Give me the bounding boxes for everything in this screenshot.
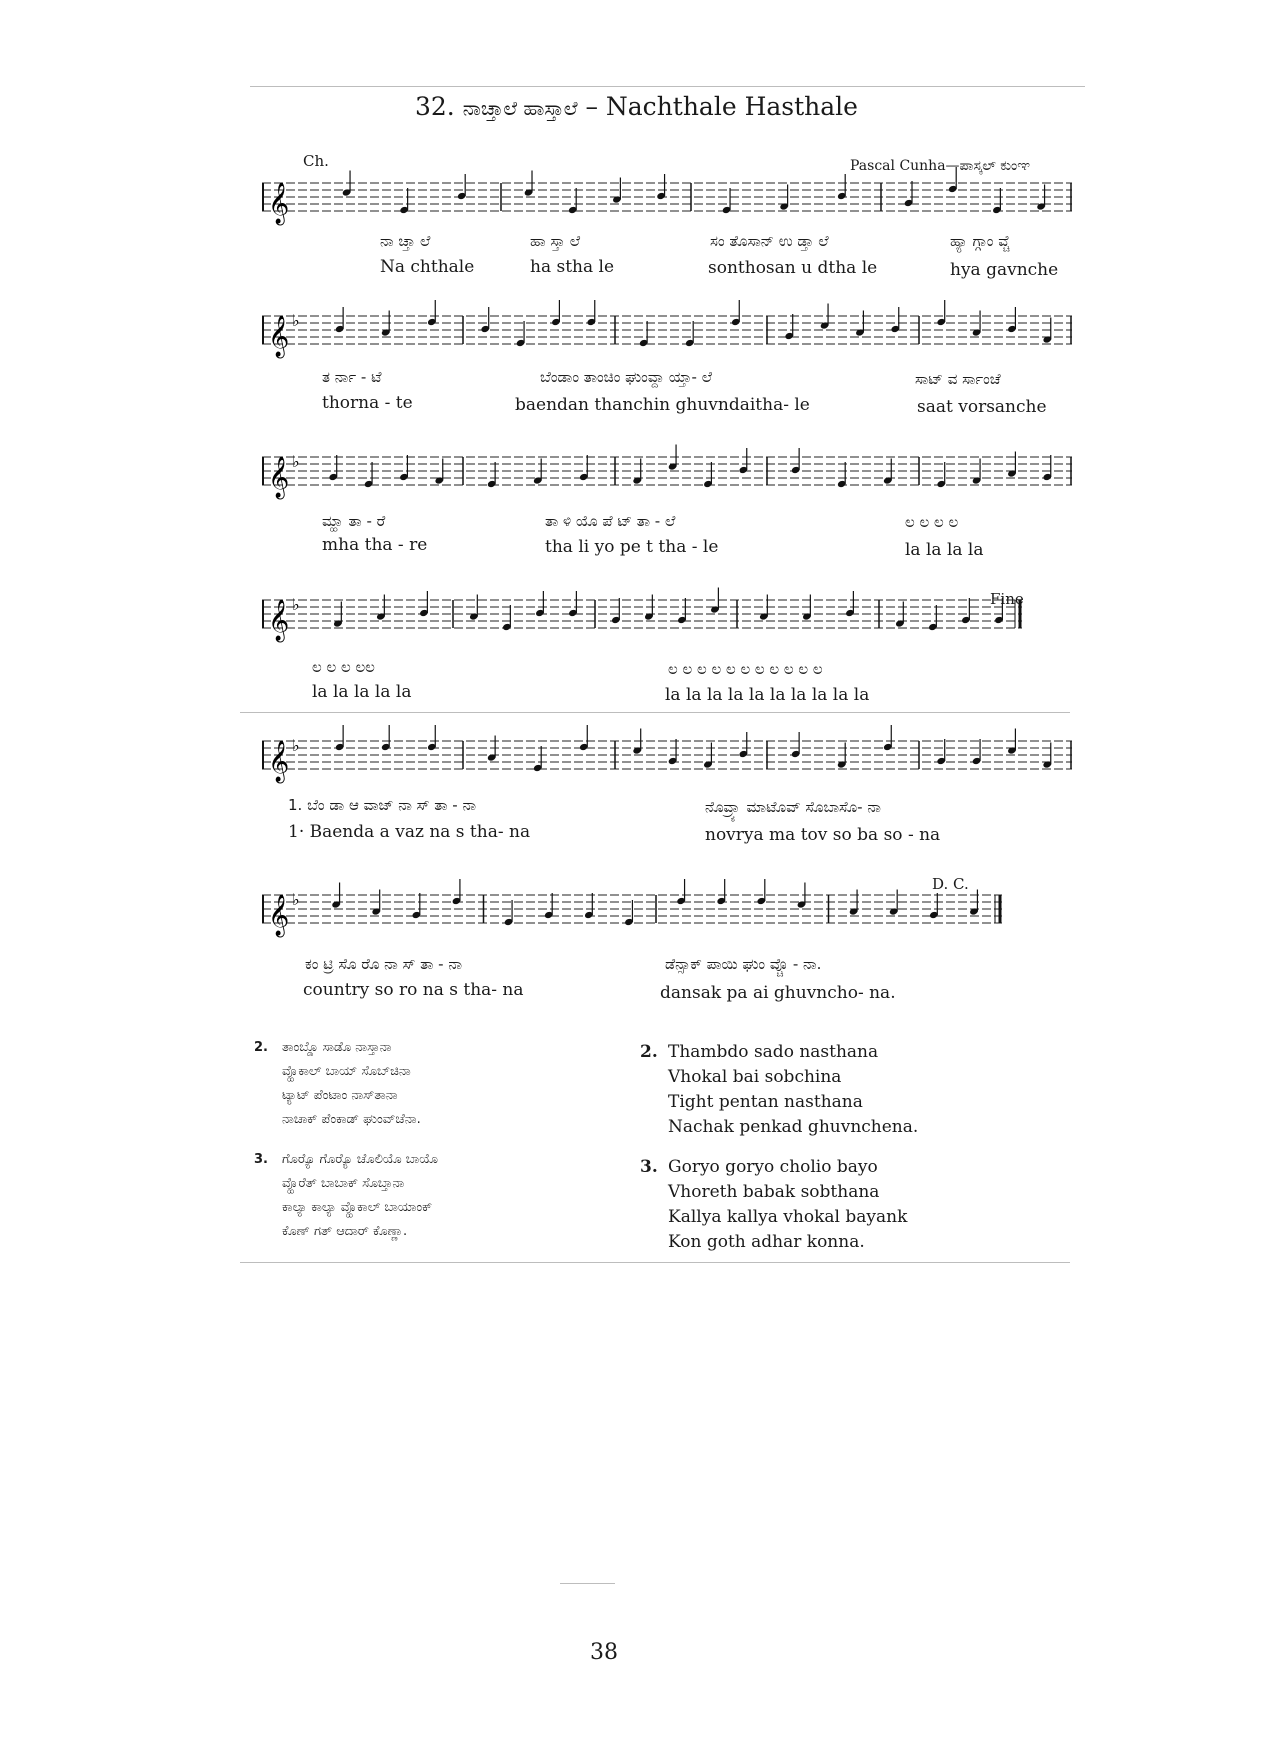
flat-icon: ♭	[292, 890, 300, 909]
song-title	[415, 92, 858, 121]
dc-mark: D. C.	[932, 875, 969, 893]
lyric-latin: Na chthale	[380, 257, 475, 277]
music-staff-1	[262, 173, 1072, 233]
verse-number: 2.	[254, 1040, 268, 1055]
verse-line: ಕಾಲ್ಯಾ ಕಾಲ್ಯಾ ವ್ಹೊಕಾಲ್ ಬಾಯಾಂಕ್	[282, 1200, 433, 1215]
treble-clef-icon: 𝄞	[268, 183, 290, 224]
verse-line: ಕೊಣ್ ಗತ್ ಆದಾರ್ ಕೊಣ್ಣಾ.	[282, 1224, 408, 1239]
lyric-latin: tha li yo pe t tha - le	[545, 537, 719, 557]
flat-icon: ♭	[292, 452, 300, 471]
flat-icon: ♭	[292, 595, 300, 614]
verse-number: 2.	[640, 1042, 658, 1062]
verse-3-latin	[640, 1155, 907, 1255]
verse-line: Tight pentan nasthana	[668, 1092, 863, 1112]
verse-line: ತಾಂಬ್ಡೊ ಸಾಡೊ ನಾಸ್ತಾನಾ	[282, 1040, 392, 1055]
music-staff-5	[262, 731, 1072, 791]
title-dash: –	[585, 92, 598, 121]
verse-number: 3.	[640, 1157, 658, 1177]
verse-3-kannada	[254, 1148, 438, 1244]
verse-line: ನಾಚಾಕ್ ಪೆಂಕಾಡ್ ಘುಂವ್‌ಚೆನಾ.	[282, 1112, 421, 1127]
lyric-kannada: ನೊವ್ರ್ಯಾ ಮಾಟೊವ್ ಸೊಬಾಸೊ- ನಾ	[705, 798, 881, 816]
music-staff-2	[262, 306, 1072, 366]
lyric-latin: country so ro na s tha- na	[303, 980, 524, 1000]
lyric-latin: novrya ma tov so ba so - na	[705, 825, 941, 845]
verse-line: ಟ್ಯಾಟ್ ಪೆಂಟಾಂ ನಾಸ್‌ತಾನಾ	[282, 1088, 398, 1103]
treble-clef-icon: 𝄞	[268, 600, 290, 641]
lyric-latin: la la la la	[905, 540, 984, 560]
lyric-latin: hya gavnche	[950, 260, 1059, 280]
page-number: 38	[590, 1640, 618, 1665]
lyric-kannada: ನಾ ಚ್ತಾ ಲೆ	[380, 232, 431, 250]
music-staff-3	[262, 447, 1072, 507]
lyric-kannada: ಡೆನ್ಸಾಕ್ ಪಾಯಿ ಘುಂ ವ್ಚೊ - ನಾ.	[665, 955, 822, 973]
verse-line: Nachak penkad ghuvnchena.	[668, 1117, 919, 1137]
song-number: 32.	[415, 92, 455, 121]
bottom-rule	[240, 1262, 1070, 1263]
fine-mark: Fine	[990, 590, 1024, 608]
lyric-latin: sonthosan u dtha le	[708, 258, 878, 278]
flat-icon: ♭	[292, 311, 300, 330]
composer-credit: Pascal Cunha—ಪಾಸ್ಕಲ್ ಕುಂಞ	[850, 158, 1031, 174]
lyric-kannada: ಬೆಂಡಾಂ ತಾಂಚಿಂ ಘುಂವ್ದಾ ಯ್ತಾ- ಲೆ	[540, 368, 713, 386]
lyric-latin: la la la la la la la la la la	[665, 685, 870, 705]
verse-line: Vhokal bai sobchina	[668, 1067, 842, 1087]
verse-number: 3.	[254, 1152, 268, 1167]
verse-line: Kon goth adhar konna.	[668, 1232, 865, 1252]
song-title-kannada: ನಾಚ್ತಾಲೆ ಹಾಸ್ತಾಲೆ	[462, 96, 578, 120]
verse-line: Kallya kallya vhokal bayank	[668, 1207, 908, 1227]
top-rule	[250, 86, 1085, 87]
lyric-kannada: ತ ರ್ನಾ - ಟೆ	[322, 368, 382, 386]
lyric-latin: 1· Baenda a vaz na s tha- na	[288, 822, 531, 842]
lyric-kannada: ತಾ ಳಿ ಯೊ ಪೆ ಟ್ ತಾ - ಲೆ	[545, 512, 676, 530]
lyric-kannada: ಹಾ ಸ್ತಾ ಲೆ	[530, 232, 581, 250]
page-number-rule	[560, 1583, 615, 1584]
lyric-latin: baendan thanchin ghuvndaitha- le	[515, 395, 810, 415]
lyric-latin: dansak pa ai ghuvncho- na.	[660, 983, 896, 1003]
lyric-latin: la la la la la	[312, 682, 412, 702]
lyric-kannada: ಲ ಲ ಲ ಲ	[905, 513, 959, 531]
verse-line: ವ್ಹೊರೆತ್ ಬಾಬಾಕ್ ಸೊಬ್ತಾನಾ	[282, 1176, 405, 1191]
verse-line: ಗೊರ್‍ಯೊ ಗೊರ್‍ಯೊ ಚೊಲಿಯೊ ಬಾಯೊ	[282, 1152, 438, 1167]
lyric-kannada: 1. ಬೆಂ ಡಾ ಆ ವಾಜ್ ನಾ ಸ್ ತಾ - ನಾ	[288, 796, 477, 814]
lyric-kannada: ಲ ಲ ಲ ಲ ಲ ಲ ಲ ಲ ಲ ಲ ಲ	[668, 660, 823, 678]
lyric-kannada: ಮ್ಹಾ ತಾ - ರೆ	[322, 512, 386, 530]
lyric-latin: mha tha - re	[322, 535, 428, 555]
lyric-kannada: ಸಾಟ್ ವ ರ್ಸಾಂಚೆ	[915, 370, 1001, 388]
treble-clef-icon: 𝄞	[268, 457, 290, 498]
lyric-latin: ha stha le	[530, 257, 615, 277]
lyric-latin: thorna - te	[322, 393, 413, 413]
verse-2-kannada	[254, 1036, 421, 1132]
lyric-latin: saat vorsanche	[917, 397, 1047, 417]
flat-icon: ♭	[292, 736, 300, 755]
verse-line: Vhoreth babak sobthana	[668, 1182, 880, 1202]
lyric-kannada: ಲ ಲ ಲ ಲಲ	[312, 658, 375, 676]
lyric-kannada: ಹ್ಯಾ ಗ್ಗಾಂ ವ್ಚೆ	[950, 232, 1010, 250]
verse-line: Thambdo sado nasthana	[668, 1042, 879, 1062]
treble-clef-icon: 𝄞	[268, 895, 290, 936]
mid-rule	[240, 712, 1070, 713]
music-staff-6	[262, 885, 1002, 945]
treble-clef-icon: 𝄞	[268, 741, 290, 782]
treble-clef-icon: 𝄞	[268, 316, 290, 357]
chorus-mark: Ch.	[303, 152, 329, 170]
verse-line: ವ್ಹೊಕಾಲ್ ಬಾಯ್ ಸೊಬ್‌ಚಿನಾ	[282, 1064, 411, 1079]
lyric-kannada: ಕಂ ಟ್ರಿ ಸೊ ರೊ ನಾ ಸ್ ತಾ - ನಾ	[305, 955, 462, 973]
verse-2-latin	[640, 1040, 918, 1140]
song-title-latin: Nachthale Hasthale	[605, 92, 858, 121]
lyric-kannada: ಸಂ ತೊಸಾನ್ ಉ ಡ್ತಾ ಲೆ	[710, 232, 829, 250]
verse-line: Goryo goryo cholio bayo	[668, 1157, 878, 1177]
music-staff-4	[262, 590, 1022, 650]
